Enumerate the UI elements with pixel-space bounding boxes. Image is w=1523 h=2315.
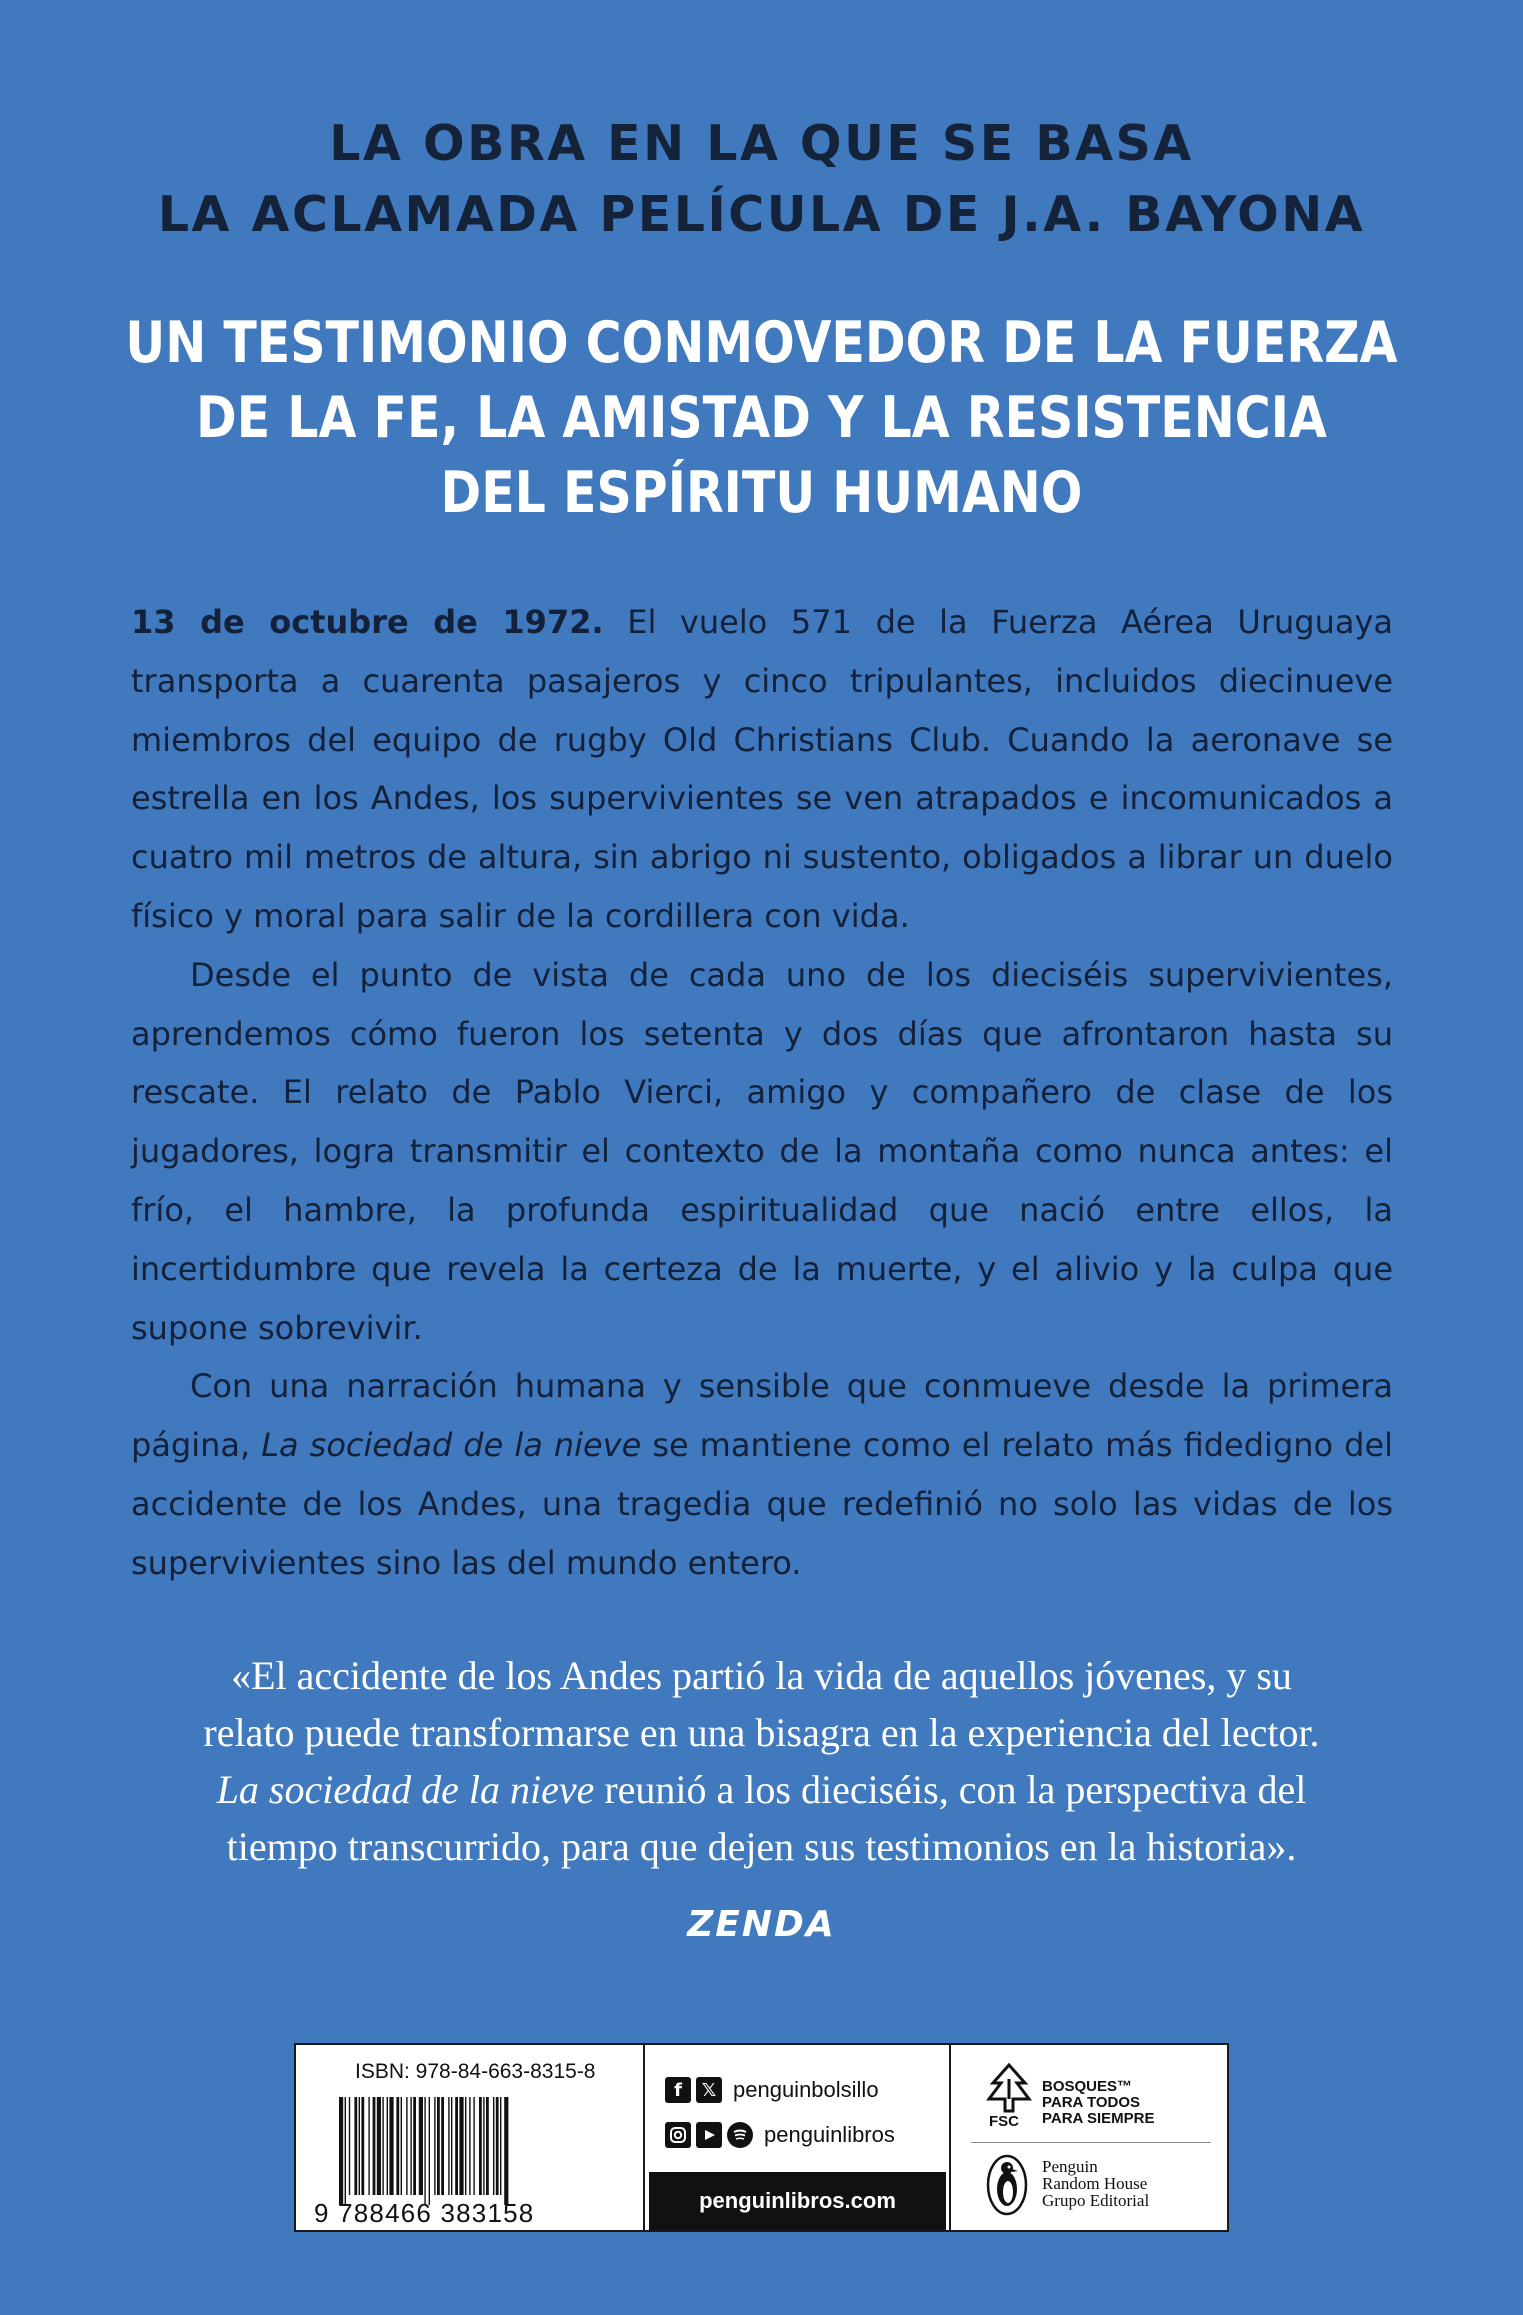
synopsis <box>131 593 1393 1593</box>
barcode <box>339 2097 601 2205</box>
divider <box>643 2045 645 2230</box>
barcode-bar <box>504 2097 508 2205</box>
barcode-bar <box>451 2097 452 2195</box>
barcode-bar <box>382 2097 383 2195</box>
fsc-tree-icon <box>983 2059 1035 2115</box>
isbn-label: ISBN: 978-84-663-8315-8 <box>355 2060 596 2083</box>
barcode-bar <box>345 2097 346 2205</box>
penguin-logo-icon <box>985 2153 1029 2217</box>
synopsis-paragraph: Desde el punto de vista de cada uno de los dieciséis supervivientes, aprendemos cómo fueron los setenta y dos días que afrontaron hasta su rescate. El relato de Pablo Vierci, amigo y compañero de clase de los jugadores, logra transmitir el contexto de la montaña como nunca antes: el frío, el hambre, la profunda espiritualidad que nació entre ellos, la incertidumbre que revela la certeza de la muerte, y el alivio y la culpa que supone sobrevivir. <box>131 955 1393 1347</box>
synopsis-paragraph: 13 de octubre de 1972. El vuelo 571 de la Fuerza Aérea Uruguaya transporta a cuarenta pasajeros y cinco tripulantes, incluidos diecinueve miembros del equipo de rugby Old Christians Club. Cuando la aeronave se estrella en los Andes, los supervivientes se ven atrapados e incomunicados a cuatro mil metros de altura, sin abrigo ni sustento, obligados a librar un duelo físico y moral para salir de la cordillera con vida. <box>131 603 1394 935</box>
barcode-bar <box>359 2097 360 2195</box>
barcode-bar <box>410 2097 411 2195</box>
book-title: La sociedad de la nieve <box>216 1767 595 1812</box>
headline <box>107 306 1417 531</box>
barcode-bar <box>396 2097 399 2195</box>
divider <box>949 2045 951 2230</box>
fsc-label: FSC <box>989 2113 1019 2130</box>
ean-digits: 9 788466 383158 <box>314 2198 535 2228</box>
barcode-bar <box>493 2097 494 2195</box>
x-icon: 𝕏 <box>696 2077 722 2103</box>
barcode-bar <box>455 2097 458 2195</box>
barcode-bar <box>419 2097 423 2195</box>
social-row <box>665 2122 895 2148</box>
barcode-bar <box>368 2097 369 2195</box>
kicker-line: LA ACLAMADA PELÍCULA DE J.A. BAYONA <box>157 186 1366 243</box>
social-handle: penguinlibros <box>764 2122 895 2147</box>
social-row <box>665 2077 879 2103</box>
barcode-bar <box>413 2097 416 2195</box>
barcode-bar <box>429 2097 430 2205</box>
fsc-slogan: BOSQUES™ PARA TODOS PARA SIEMPRE <box>1042 2078 1155 2127</box>
barcode-bar <box>437 2097 440 2195</box>
quote-line: relato puede transformarse en una bisagra en la experiencia del lector. <box>203 1710 1320 1755</box>
barcode-bar <box>361 2097 364 2195</box>
barcode-bar <box>441 2097 444 2195</box>
quote-line: La sociedad de la nieve reunió a los dieciséis, con la perspectiva del <box>216 1767 1307 1812</box>
barcode-bar <box>496 2097 499 2195</box>
headline-line: UN TESTIMONIO CONMOVEDOR DE LA FUERZA <box>125 310 1398 376</box>
barcode-bar <box>373 2097 376 2195</box>
kicker <box>0 108 1523 250</box>
quote-source: ZENDA <box>687 1904 836 1945</box>
barcode-bar <box>465 2097 466 2195</box>
barcode-bar <box>469 2097 470 2195</box>
barcode-bar <box>354 2097 357 2195</box>
instagram-icon <box>665 2122 691 2148</box>
facebook-icon: f <box>665 2077 691 2103</box>
social-panel <box>649 2045 949 2230</box>
barcode-bar <box>387 2097 388 2195</box>
barcode-bar <box>483 2097 484 2195</box>
headline-line: DE LA FE, LA AMISTAD Y LA RESISTENCIA <box>196 385 1327 451</box>
quote-line: «El accidente de los Andes partió la vida de aquellos jóvenes, y su <box>231 1653 1292 1698</box>
logo-panel <box>955 2045 1227 2230</box>
barcode-bar <box>377 2097 381 2195</box>
press-quote <box>130 1647 1393 1875</box>
barcode-bar <box>349 2097 350 2195</box>
barcode-bar <box>406 2097 407 2195</box>
barcode-bar <box>459 2097 463 2195</box>
book-title: La sociedad de la nieve <box>261 1426 642 1465</box>
barcode-bar <box>401 2097 402 2195</box>
divider <box>971 2142 1211 2143</box>
barcode-bar <box>500 2097 501 2195</box>
website-link[interactable]: penguinlibros.com <box>649 2172 946 2230</box>
barcode-bar <box>424 2097 425 2205</box>
barcode-bar <box>473 2097 474 2195</box>
barcode-bar <box>479 2097 482 2195</box>
back-cover-info-box <box>294 2043 1229 2232</box>
barcode-bar <box>339 2097 343 2205</box>
publisher-name: Penguin Random House Grupo Editorial <box>1042 2157 1150 2210</box>
date-lead: 13 de octubre de 1972. <box>131 603 604 641</box>
social-handle: penguinbolsillo <box>733 2077 879 2102</box>
barcode-bar <box>486 2097 489 2195</box>
headline-line: DEL ESPÍRITU HUMANO <box>440 460 1083 526</box>
kicker-line: LA OBRA EN LA QUE SE BASA <box>329 115 1194 172</box>
barcode-panel <box>296 2045 643 2230</box>
youtube-icon <box>696 2122 722 2148</box>
spotify-icon <box>727 2122 753 2148</box>
barcode-bar <box>434 2097 435 2195</box>
quote-line: tiempo transcurrido, para que dejen sus testimonios en la historia». <box>226 1824 1297 1869</box>
barcode-bar <box>389 2097 393 2195</box>
barcode-bar <box>448 2097 449 2195</box>
synopsis-paragraph: Con una narración humana y sensible que conmueve desde la primera página, La sociedad de la nieve se mantiene como el relato más fidedigno del accidente de los Andes, una tragedia que redefinió no solo las vidas de los supervivientes sino las del mundo entero. <box>131 1367 1394 1582</box>
